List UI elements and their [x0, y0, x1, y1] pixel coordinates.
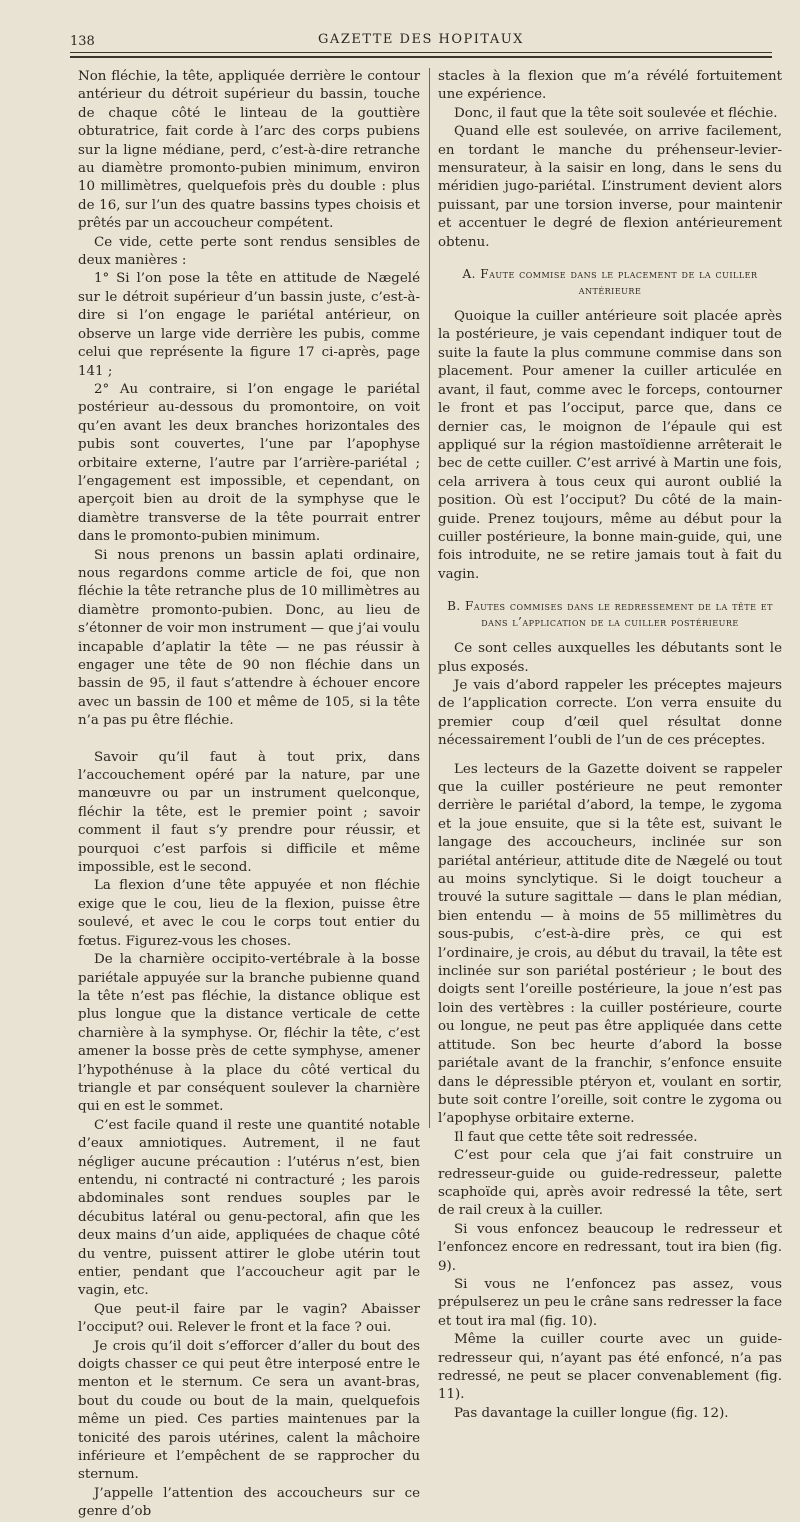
paragraph: 2° Au contraire, si l’on engage le pariétal postérieur au-dessous du promontoire, on voit qu’en avant les deux branches horizontales des pubis sont couvertes, l’une par l’apophyse orbitaire externe, l’autre par l’arrière-pariétal ; l’engagement est impossible, et cependant, on aperçoit bien au droit de la symphyse que le diamètre transverse de la tête pourrait entrer dans le promonto-pubien minimum.	[78, 381, 420, 545]
paragraph: Donc, il faut que la tête soit soulevée et fléchie.	[454, 105, 778, 121]
paragraph: Si vous enfoncez beaucoup le redresseur et l’enfoncez encore en redressant, tout ira bien (fig. 9).	[438, 1221, 782, 1274]
paragraph: 1° Si l’on pose la tête en attitude de Nægelé sur le détroit supérieur d’un bassin juste, c’est-à-dire si l’on engage le pariétal antérieur, on observe un large vide derrière les pubis, comme celui que représente la figure 17 ci-après, page 141 ;	[78, 271, 420, 379]
paragraph: Ce sont celles auxquelles les débutants sont le plus exposés.	[438, 641, 782, 675]
left-column	[78, 68, 420, 1520]
paragraph: De la charnière occipito-vertébrale à la bosse pariétale appuyée sur la branche pubienne quand la tête n’est pas fléchie, la distance oblique est plus longue que la distance verticale de cette charnière à la symphyse. Or, fléchir la tête, c’est amener la bosse près de cette symphyse, amener l’hypothénuse à la place du côté vertical du triangle et par conséquent soulever la charnière qui en est le sommet.	[78, 952, 420, 1115]
paragraph: C’est pour cela que j’ai fait construire un redresseur-guide ou guide-redresseur, palette scaphoïde qui, après avoir redressé la tête, sert de rail creux à la cuiller.	[438, 1148, 782, 1219]
running-title: GAZETTE DES HOPITAUX	[318, 32, 524, 47]
paragraph: Pas davantage la cuiller longue (fig. 12).	[454, 1405, 729, 1421]
paragraph: Quoique la cuiller antérieure soit placée après la postérieure, je vais cependant indiquer tout de suite la faute la plus commune commise dans son placement. Pour amener la cuiller articulée en avant, il faut, comme avec le forceps, contourner le front et pas l’occiput, parce que, dans ce dernier cas, le moignon de l’épaule qui est appliqué sur la région mastoïdienne arrêterait le bec de cette cuiller. C’est arrivé à Martin une fois, cela arrivera à tous ceux qui auront oublié la position. Où est l’occiput? Du côté de la main-guide. Prenez toujours, même au début pour la cuiller postérieure, la bonne main-guide, qui, une fois introduite, ne se retire jamais tout à fait du vagin.	[438, 309, 782, 582]
paragraph: Je crois qu’il doit s’efforcer d’aller du bout des doigts chasser ce qui peut être interposé entre le menton et le sternum. Ce sera un avant-bras, bout du coude ou bout de la main, quelquefois même un pied. Ces parties maintenues par la tonicité des parois utérines, calent la mâchoire inférieure et l’empêchent de se rapprocher du sternum.	[78, 1338, 420, 1483]
column-divider	[429, 68, 430, 1128]
paragraph: Savoir qu’il faut à tout prix, dans l’accouchement opéré par la nature, par une manœuvre ou par un instrument quelconque, fléchir la tête, est le premier point ; savoir comment il faut s’y prendre pour réussir, et pourquoi c’est parfois si difficile et même impossible, est le second.	[78, 749, 420, 876]
paragraph: Si vous ne l’enfoncez pas assez, vous prépulserez un peu le crâne sans redresser la face et tout ira mal (fig. 10).	[438, 1276, 782, 1329]
section-heading-b: B. Fautes commises dans le redressement de la tête et dans l’application de la cuiller postérieure	[447, 599, 773, 630]
paragraph: Si nous prenons un bassin aplati ordinaire, nous regardons comme article de foi, que non fléchie la tête retranche plus de 10 millimètres au diamètre promonto-pubien. Donc, au lieu de s’étonner de voir mon instrument — que j’ai voulu incapable d’aplatir la tête — ne pas réussir à engager une tête de 90 non fléchie dans un bassin de 95, il faut s’attendre à échouer encore avec un bassin de 100 et même de 105, si la tête n’a pas pu être fléchie.	[78, 547, 420, 729]
paragraph: Je vais d’abord rappeler les préceptes majeurs de l’application correcte. L’on verra ensuite du premier coup d’œil quel résultat donne nécessairement l’oubli de l’un de ces préceptes.	[438, 677, 782, 749]
paragraph: Il faut que cette tête soit redressée.	[454, 1129, 698, 1145]
section-heading-a: A. Faute commise dans le placement de la cuiller antérieure	[462, 267, 758, 298]
paragraph: Que peut-il faire par le vagin? Abaisser l’occiput? oui. Relever le front et la face ? oui.	[78, 1301, 420, 1336]
paragraph: La flexion d’une tête appuyée et non fléchie exige que le cou, lieu de la flexion, puisse être soulevé, et avec le cou le corps tout entier du fœtus. Figurez-vous les choses.	[78, 878, 420, 949]
paragraph: Ce vide, cette perte sont rendus sensibles de deux manières :	[78, 234, 420, 269]
header-rule-thick	[70, 56, 772, 58]
page-header	[70, 30, 772, 52]
paragraph: Même la cuiller courte avec un guide-redresseur qui, n’ayant pas été enfoncé, n’a pas redressé, ne peut se placer convenablement (fig. 11).	[438, 1332, 782, 1403]
right-column	[438, 68, 782, 1421]
header-rule-thin	[70, 52, 772, 53]
paragraph: C’est facile quand il reste une quantité notable d’eaux amniotiques. Autrement, il ne faut négliger aucune précaution : l’utérus n’est, bien entendu, ni contracté ni contracturé ; les parois abdominales sont rendues souples par le décubitus latéral ou genu-pectoral, afin que les deux mains d’un aide, appliquées de chaque côté du ventre, puissent attirer le globe utérin tout entier, pendant que l’accoucheur agit par le vagin, etc.	[78, 1117, 420, 1299]
paragraph: Les lecteurs de la Gazette doivent se rappeler que la cuiller postérieure ne peut remonter derrière le pariétal d’abord, la tempe, le zygoma et la joue ensuite, que si la tête est, suivant le langage des accoucheurs, inclinée sur son pariétal antérieur, attitude dite de Nægelé ou tout au moins synclytique. Si le doigt toucheur a trouvé la suture sagittale — dans le plan médian, bien entendu — à moins de 55 millimètres du sous-pubis, c’est-à-dire près, ce qui est l’ordinaire, je crois, au début du travail, la tête est inclinée sur son pariétal postérieur ; le bout des doigts sent l’oreille postérieure, la joue n’est pas loin des vertèbres : la cuiller postérieure, courte ou longue, ne peut pas être appliquée dans cette attitude. Son bec heurte d’abord la bosse pariétale avant de la franchir, s’enfonce ensuite dans le dépressible ptéryon et, voulant en sortir, bute soit contre l’oreille, soit contre le zygoma ou l’apophyse orbitaire externe.	[438, 761, 782, 1127]
paragraph: Quand elle est soulevée, on arrive facilement, en tordant le manche du préhenseur-levier-mensurateur, à la saisir en long, dans le sens du méridien jugo-pariétal. L’instrument devient alors puissant, par une torsion inverse, pour maintenir et accentuer le degré de flexion antérieurement obtenu.	[438, 124, 782, 250]
paragraph: stacles à la flexion que m’a révélé fortuitement une expérience.	[438, 69, 782, 103]
page-number: 138	[70, 34, 95, 49]
paragraph: Non fléchie, la tête, appliquée derrière le contour antérieur du détroit supérieur du bassin, touche de chaque côté le linteau de la gouttière obturatrice, fait corde à l’arc des corps pubiens sur la ligne médiane, perd, c’est-à-dire retranche au diamètre promonto-pubien minimum, environ 10 millimètres, quelquefois près du double : plus de 16, sur l’un des quatre bassins types choisis et prêtés par un accoucheur compétent.	[78, 69, 420, 232]
paragraph: J’appelle l’attention des accoucheurs sur ce genre d’ob	[78, 1485, 420, 1520]
